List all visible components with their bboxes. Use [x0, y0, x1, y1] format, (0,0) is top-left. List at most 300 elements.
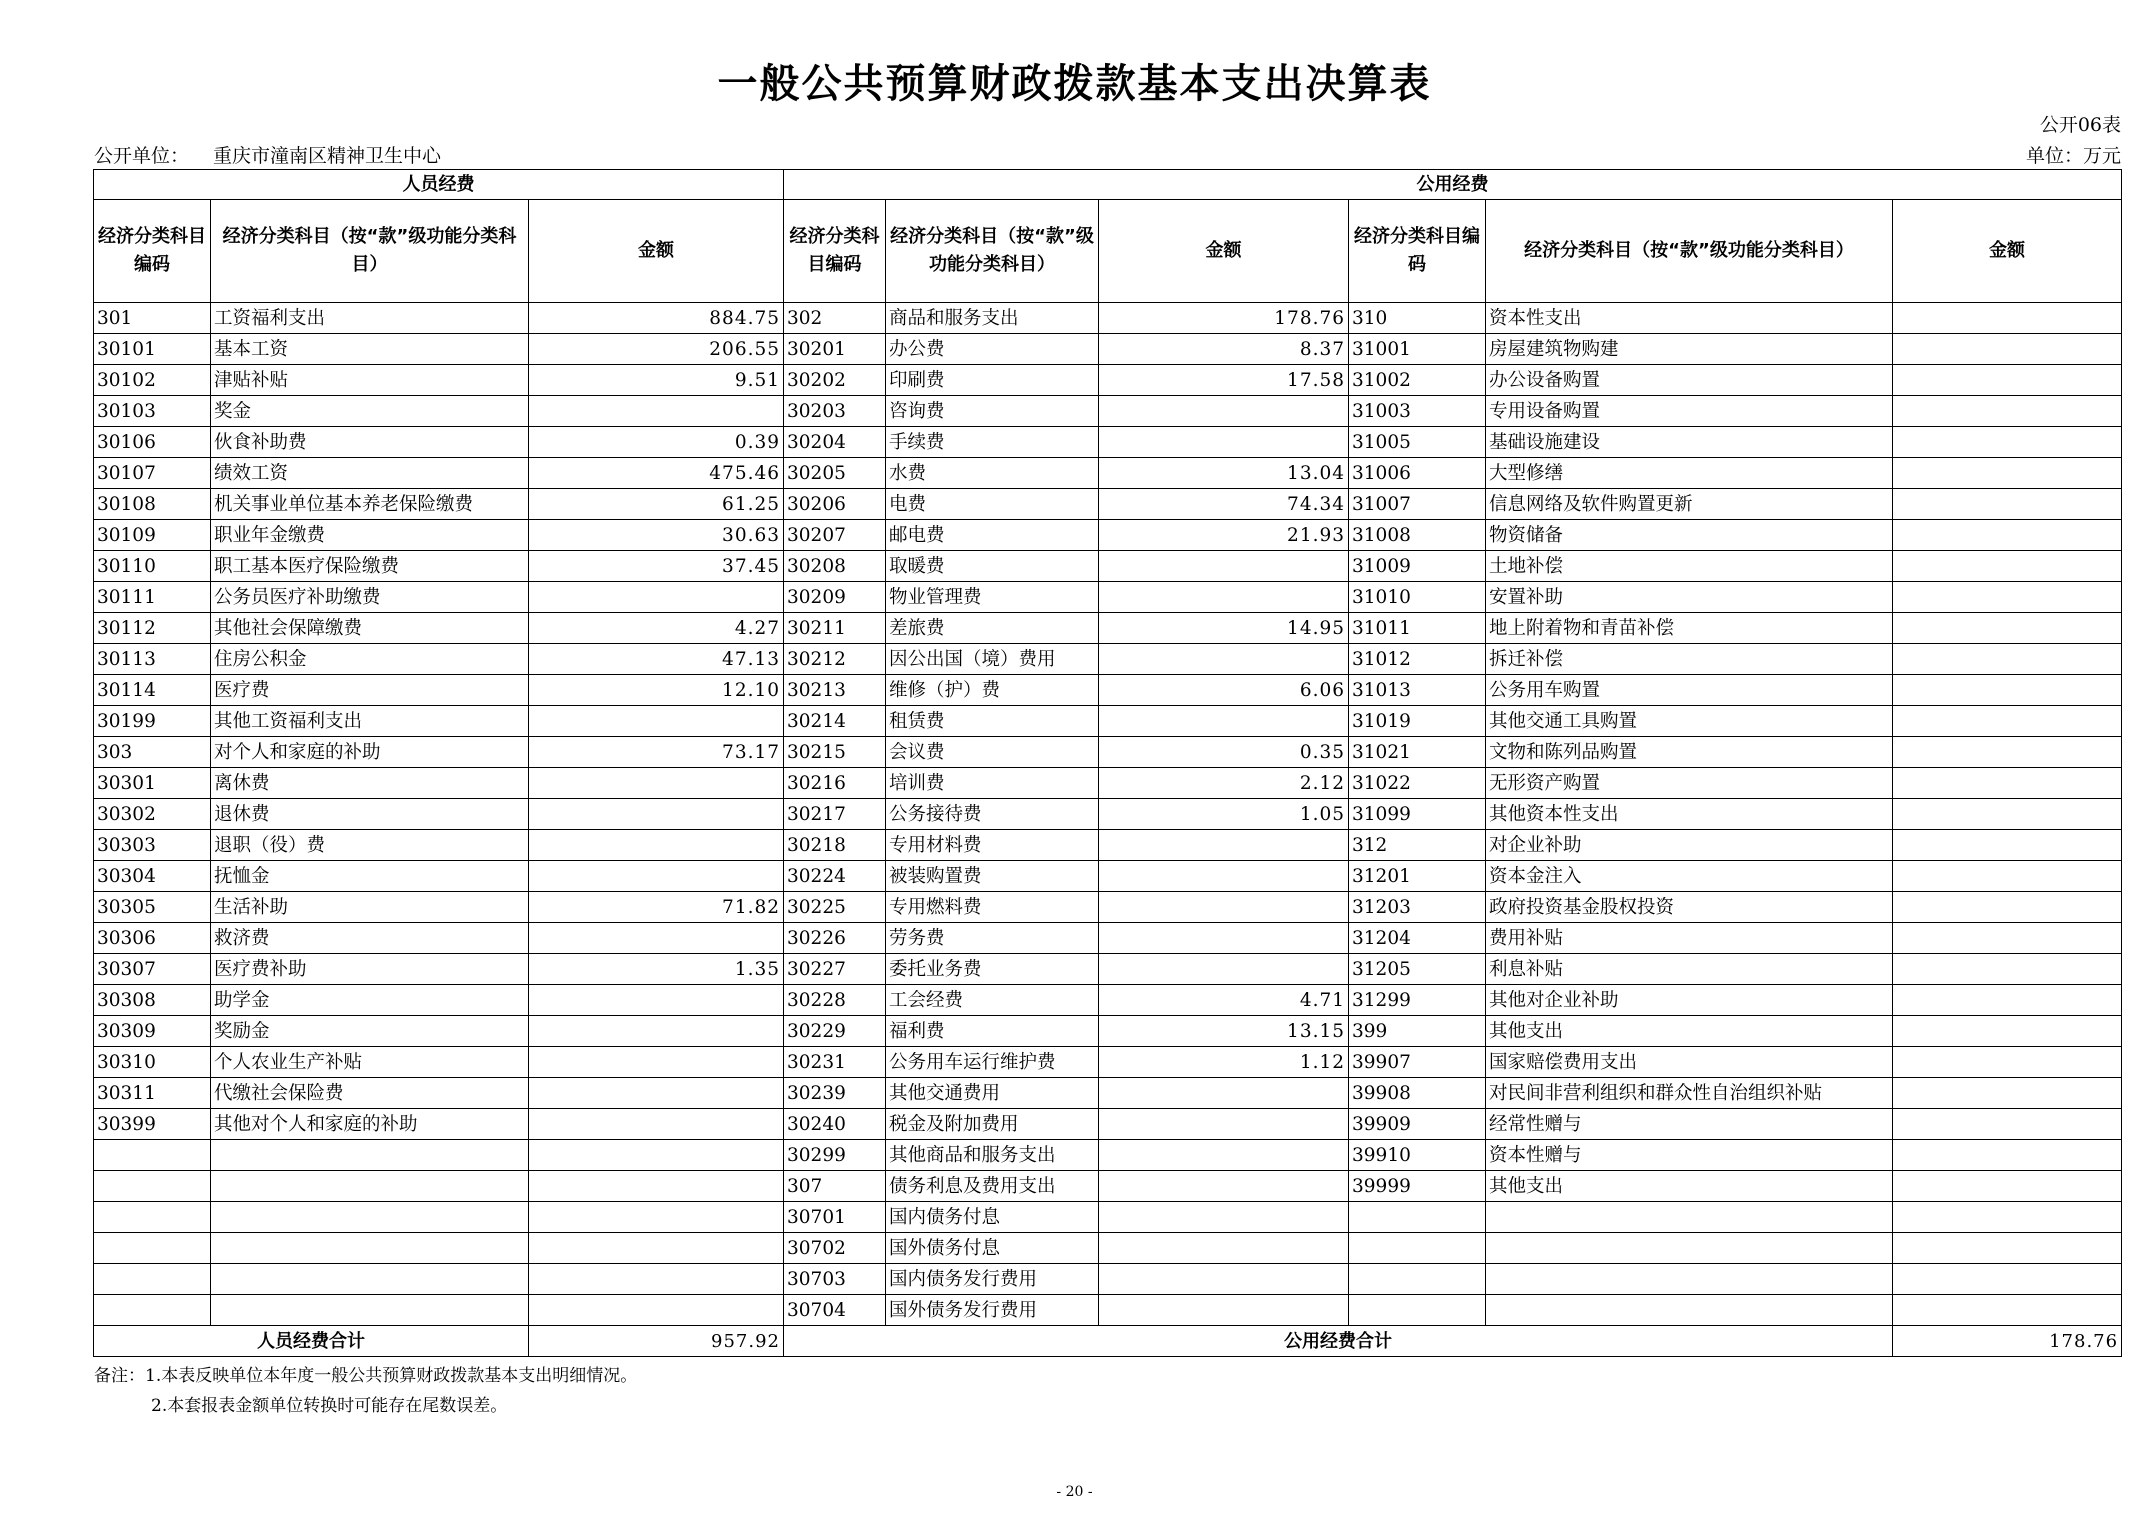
cell-amount-public-2: [1893, 1140, 2122, 1171]
cell-amount-public-2: [1893, 613, 2122, 644]
cell-name-public-1: 咨询费: [886, 396, 1099, 427]
cell-name-personnel: [211, 1140, 529, 1171]
form-number: 公开06表: [2039, 114, 2121, 136]
cell-amount-public-1: 13.15: [1099, 1016, 1349, 1047]
cell-name-public-2: 办公设备购置: [1486, 365, 1893, 396]
cell-amount-public-1: [1099, 427, 1349, 458]
cell-code-personnel: [94, 1202, 211, 1233]
cell-code-public-1: 30228: [784, 985, 886, 1016]
cell-code-public-2: 31011: [1349, 613, 1486, 644]
cell-name-public-2: 基础设施建设: [1486, 427, 1893, 458]
cell-code-public-2: 31008: [1349, 520, 1486, 551]
cell-name-public-2: 其他对企业补助: [1486, 985, 1893, 1016]
cell-amount-public-1: [1099, 551, 1349, 582]
cell-name-personnel: 生活补助: [211, 892, 529, 923]
cell-code-public-1: 30203: [784, 396, 886, 427]
cell-name-personnel: 医疗费: [211, 675, 529, 706]
cell-amount-public-2: [1893, 861, 2122, 892]
cell-code-personnel: 30103: [94, 396, 211, 427]
cell-amount-public-2: [1893, 954, 2122, 985]
note-1: 备注：1.本表反映单位本年度一般公共预算财政拨款基本支出明细情况。: [94, 1366, 638, 1386]
cell-code-public-2: [1349, 1233, 1486, 1264]
table-row: [94, 458, 2122, 489]
cell-name-personnel: [211, 1171, 529, 1202]
cell-name-personnel: 基本工资: [211, 334, 529, 365]
table-row: [94, 1171, 2122, 1202]
cell-amount-public-2: [1893, 799, 2122, 830]
cell-name-personnel: 离休费: [211, 768, 529, 799]
cell-code-public-2: 31203: [1349, 892, 1486, 923]
cell-code-public-1: 30202: [784, 365, 886, 396]
cell-code-public-1: 30224: [784, 861, 886, 892]
public-total-value: 178.76: [1893, 1326, 2122, 1357]
cell-amount-personnel: [529, 1078, 784, 1109]
cell-name-public-2: 对民间非营利组织和群众性自治组织补贴: [1486, 1078, 1893, 1109]
cell-name-personnel: 其他社会保障缴费: [211, 613, 529, 644]
cell-name-personnel: 机关事业单位基本养老保险缴费: [211, 489, 529, 520]
cell-code-public-2: 31009: [1349, 551, 1486, 582]
cell-amount-public-1: [1099, 954, 1349, 985]
cell-name-public-2: 资本性支出: [1486, 303, 1893, 334]
header-amount-public-2: 金额: [1893, 200, 2122, 303]
header-amount-public-1: 金额: [1099, 200, 1349, 303]
cell-code-public-2: 31010: [1349, 582, 1486, 613]
cell-amount-personnel: 37.45: [529, 551, 784, 582]
cell-code-public-2: 31013: [1349, 675, 1486, 706]
cell-amount-public-2: [1893, 768, 2122, 799]
cell-name-public-2: 文物和陈列品购置: [1486, 737, 1893, 768]
header-code-public-2: 经济分类科目编码: [1349, 200, 1486, 303]
cell-amount-personnel: 73.17: [529, 737, 784, 768]
cell-amount-public-2: [1893, 1264, 2122, 1295]
personnel-total-value: 957.92: [529, 1326, 784, 1357]
cell-name-personnel: 其他对个人和家庭的补助: [211, 1109, 529, 1140]
cell-code-personnel: 303: [94, 737, 211, 768]
cell-code-public-1: 30226: [784, 923, 886, 954]
cell-code-personnel: 30306: [94, 923, 211, 954]
cell-amount-personnel: [529, 985, 784, 1016]
cell-name-public-1: 福利费: [886, 1016, 1099, 1047]
cell-amount-public-2: [1893, 458, 2122, 489]
cell-code-public-1: 30703: [784, 1264, 886, 1295]
cell-name-public-1: 差旅费: [886, 613, 1099, 644]
table-row: [94, 1016, 2122, 1047]
cell-amount-personnel: 475.46: [529, 458, 784, 489]
cell-amount-public-2: [1893, 1016, 2122, 1047]
cell-amount-personnel: [529, 1109, 784, 1140]
cell-name-personnel: [211, 1202, 529, 1233]
cell-amount-personnel: [529, 396, 784, 427]
cell-amount-personnel: [529, 706, 784, 737]
table-row: [94, 706, 2122, 737]
cell-amount-personnel: [529, 1264, 784, 1295]
table-row: [94, 427, 2122, 458]
cell-code-public-1: 30702: [784, 1233, 886, 1264]
cell-name-personnel: 其他工资福利支出: [211, 706, 529, 737]
cell-name-public-1: 国外债务付息: [886, 1233, 1099, 1264]
cell-name-personnel: 代缴社会保险费: [211, 1078, 529, 1109]
cell-code-personnel: 30111: [94, 582, 211, 613]
cell-name-personnel: 住房公积金: [211, 644, 529, 675]
header-name-public-2: 经济分类科目（按“款”级功能分类科目）: [1486, 200, 1893, 303]
cell-amount-personnel: 30.63: [529, 520, 784, 551]
section-header-row: [94, 170, 2122, 200]
table-row: [94, 768, 2122, 799]
table-row: [94, 489, 2122, 520]
table-row: [94, 1264, 2122, 1295]
cell-amount-public-2: [1893, 365, 2122, 396]
cell-name-public-2: 物资储备: [1486, 520, 1893, 551]
cell-amount-public-2: [1893, 644, 2122, 675]
cell-name-personnel: 抚恤金: [211, 861, 529, 892]
cell-amount-public-2: [1893, 1047, 2122, 1078]
cell-name-public-2: 国家赔偿费用支出: [1486, 1047, 1893, 1078]
cell-amount-personnel: [529, 1295, 784, 1326]
cell-code-personnel: [94, 1264, 211, 1295]
cell-name-public-2: 其他支出: [1486, 1171, 1893, 1202]
cell-code-public-2: 31001: [1349, 334, 1486, 365]
cell-amount-public-1: [1099, 923, 1349, 954]
cell-amount-public-2: [1893, 582, 2122, 613]
cell-name-personnel: 对个人和家庭的补助: [211, 737, 529, 768]
cell-name-personnel: [211, 1233, 529, 1264]
cell-code-public-1: 30212: [784, 644, 886, 675]
cell-code-public-1: 30218: [784, 830, 886, 861]
table-row: [94, 985, 2122, 1016]
cell-name-public-2: 公务用车购置: [1486, 675, 1893, 706]
cell-code-public-2: 312: [1349, 830, 1486, 861]
cell-name-personnel: 退职（役）费: [211, 830, 529, 861]
cell-amount-personnel: 1.35: [529, 954, 784, 985]
cell-name-personnel: 奖金: [211, 396, 529, 427]
cell-amount-public-2: [1893, 303, 2122, 334]
cell-name-personnel: [211, 1264, 529, 1295]
cell-amount-public-2: [1893, 1171, 2122, 1202]
table-row: [94, 830, 2122, 861]
cell-code-personnel: [94, 1295, 211, 1326]
cell-name-public-1: 维修（护）费: [886, 675, 1099, 706]
cell-name-public-1: 专用燃料费: [886, 892, 1099, 923]
cell-code-public-2: 39909: [1349, 1109, 1486, 1140]
cell-amount-personnel: [529, 799, 784, 830]
cell-amount-public-2: [1893, 396, 2122, 427]
table-row: [94, 1109, 2122, 1140]
cell-amount-public-2: [1893, 1109, 2122, 1140]
table-row: [94, 1295, 2122, 1326]
cell-amount-public-1: [1099, 1264, 1349, 1295]
cell-code-public-2: 31022: [1349, 768, 1486, 799]
cell-name-public-2: 资本金注入: [1486, 861, 1893, 892]
cell-name-personnel: 奖励金: [211, 1016, 529, 1047]
cell-name-personnel: 津贴补贴: [211, 365, 529, 396]
cell-name-public-1: 公务接待费: [886, 799, 1099, 830]
cell-code-public-1: 30299: [784, 1140, 886, 1171]
cell-code-personnel: 30110: [94, 551, 211, 582]
cell-code-public-1: 30239: [784, 1078, 886, 1109]
cell-amount-public-1: [1099, 644, 1349, 675]
cell-name-public-2: 经常性赠与: [1486, 1109, 1893, 1140]
cell-name-public-1: 税金及附加费用: [886, 1109, 1099, 1140]
cell-name-public-1: 被装购置费: [886, 861, 1099, 892]
cell-name-personnel: 工资福利支出: [211, 303, 529, 334]
cell-code-public-2: 31007: [1349, 489, 1486, 520]
cell-name-personnel: 伙食补助费: [211, 427, 529, 458]
cell-code-public-1: 30201: [784, 334, 886, 365]
table-row: [94, 396, 2122, 427]
cell-code-public-2: 31205: [1349, 954, 1486, 985]
cell-code-public-1: 30217: [784, 799, 886, 830]
cell-code-public-2: 31002: [1349, 365, 1486, 396]
cell-code-public-1: 302: [784, 303, 886, 334]
cell-amount-personnel: [529, 1171, 784, 1202]
section-personnel: 人员经费: [94, 170, 784, 200]
cell-name-public-2: 安置补助: [1486, 582, 1893, 613]
cell-code-public-2: 31005: [1349, 427, 1486, 458]
table-row: [94, 923, 2122, 954]
cell-name-public-1: 邮电费: [886, 520, 1099, 551]
cell-code-personnel: 30113: [94, 644, 211, 675]
cell-name-personnel: 职工基本医疗保险缴费: [211, 551, 529, 582]
cell-amount-personnel: 12.10: [529, 675, 784, 706]
expenditure-table: [93, 169, 2122, 1357]
cell-code-public-2: 31099: [1349, 799, 1486, 830]
cell-name-public-1: 工会经费: [886, 985, 1099, 1016]
cell-amount-public-1: 74.34: [1099, 489, 1349, 520]
table-row: [94, 737, 2122, 768]
cell-amount-public-1: 14.95: [1099, 613, 1349, 644]
cell-name-public-2: 专用设备购置: [1486, 396, 1893, 427]
header-code-personnel: 经济分类科目编码: [94, 200, 211, 303]
cell-amount-public-1: [1099, 1109, 1349, 1140]
table-row: [94, 520, 2122, 551]
table-row: [94, 582, 2122, 613]
cell-amount-public-2: [1893, 892, 2122, 923]
cell-amount-public-2: [1893, 334, 2122, 365]
cell-amount-public-1: 8.37: [1099, 334, 1349, 365]
cell-amount-personnel: [529, 1202, 784, 1233]
page-title: 一般公共预算财政拨款基本支出决算表: [717, 61, 1432, 107]
cell-name-personnel: 退休费: [211, 799, 529, 830]
cell-amount-public-1: 21.93: [1099, 520, 1349, 551]
cell-code-personnel: 30304: [94, 861, 211, 892]
cell-amount-public-1: 1.05: [1099, 799, 1349, 830]
cell-amount-personnel: 61.25: [529, 489, 784, 520]
cell-name-public-2: 地上附着物和青苗补偿: [1486, 613, 1893, 644]
page-number: - 20 -: [1056, 1484, 1093, 1500]
cell-code-public-1: 30211: [784, 613, 886, 644]
table-row: [94, 644, 2122, 675]
cell-amount-personnel: [529, 768, 784, 799]
table-row: [94, 365, 2122, 396]
cell-code-public-2: [1349, 1202, 1486, 1233]
table-row: [94, 1140, 2122, 1171]
reporting-unit-name: 重庆市潼南区精神卫生中心: [213, 145, 442, 167]
cell-amount-public-1: [1099, 582, 1349, 613]
table-row: [94, 892, 2122, 923]
table-row: [94, 675, 2122, 706]
cell-amount-public-1: [1099, 1202, 1349, 1233]
cell-code-public-1: 30227: [784, 954, 886, 985]
cell-name-public-2: 土地补偿: [1486, 551, 1893, 582]
cell-amount-personnel: [529, 1016, 784, 1047]
cell-amount-public-1: 4.71: [1099, 985, 1349, 1016]
cell-code-public-1: 30704: [784, 1295, 886, 1326]
cell-name-public-1: 会议费: [886, 737, 1099, 768]
cell-name-public-1: 印刷费: [886, 365, 1099, 396]
table-row: [94, 1047, 2122, 1078]
cell-amount-public-2: [1893, 1078, 2122, 1109]
cell-name-public-1: 国内债务发行费用: [886, 1264, 1099, 1295]
cell-name-public-1: 劳务费: [886, 923, 1099, 954]
cell-name-public-2: 其他支出: [1486, 1016, 1893, 1047]
cell-amount-personnel: [529, 1047, 784, 1078]
column-header-row: [94, 200, 2122, 303]
cell-name-public-2: 利息补贴: [1486, 954, 1893, 985]
cell-amount-public-2: [1893, 1233, 2122, 1264]
cell-amount-public-2: [1893, 675, 2122, 706]
cell-name-public-2: 拆迁补偿: [1486, 644, 1893, 675]
cell-code-public-1: 30206: [784, 489, 886, 520]
cell-name-personnel: 救济费: [211, 923, 529, 954]
table-row: [94, 861, 2122, 892]
cell-amount-personnel: 4.27: [529, 613, 784, 644]
header-amount-personnel: 金额: [529, 200, 784, 303]
cell-amount-public-2: [1893, 427, 2122, 458]
cell-name-personnel: [211, 1295, 529, 1326]
cell-name-public-1: 公务用车运行维护费: [886, 1047, 1099, 1078]
cell-name-public-1: 水费: [886, 458, 1099, 489]
table-row: [94, 303, 2122, 334]
cell-amount-public-1: [1099, 1295, 1349, 1326]
table-row: [94, 1202, 2122, 1233]
cell-name-public-2: 资本性赠与: [1486, 1140, 1893, 1171]
cell-name-personnel: 公务员医疗补助缴费: [211, 582, 529, 613]
cell-name-public-2: 其他交通工具购置: [1486, 706, 1893, 737]
cell-code-personnel: 30305: [94, 892, 211, 923]
cell-name-personnel: 个人农业生产补贴: [211, 1047, 529, 1078]
cell-code-public-2: 31012: [1349, 644, 1486, 675]
reporting-unit-label: 公开单位：: [94, 145, 190, 167]
cell-amount-public-1: 6.06: [1099, 675, 1349, 706]
cell-code-public-2: 31021: [1349, 737, 1486, 768]
table-row: [94, 1078, 2122, 1109]
cell-amount-personnel: [529, 582, 784, 613]
cell-amount-personnel: [529, 830, 784, 861]
cell-amount-personnel: 71.82: [529, 892, 784, 923]
cell-code-personnel: 30309: [94, 1016, 211, 1047]
cell-name-public-2: 大型修缮: [1486, 458, 1893, 489]
cell-name-public-2: 信息网络及软件购置更新: [1486, 489, 1893, 520]
cell-code-personnel: 30303: [94, 830, 211, 861]
cell-name-public-1: 委托业务费: [886, 954, 1099, 985]
cell-amount-personnel: [529, 1233, 784, 1264]
cell-amount-public-1: [1099, 1171, 1349, 1202]
cell-name-public-1: 办公费: [886, 334, 1099, 365]
cell-amount-public-1: [1099, 861, 1349, 892]
cell-code-personnel: 30301: [94, 768, 211, 799]
cell-name-public-1: 商品和服务支出: [886, 303, 1099, 334]
table-row: [94, 799, 2122, 830]
cell-name-public-1: 手续费: [886, 427, 1099, 458]
cell-code-personnel: 30107: [94, 458, 211, 489]
cell-amount-public-1: 17.58: [1099, 365, 1349, 396]
cell-code-public-1: 30208: [784, 551, 886, 582]
cell-name-public-1: 租赁费: [886, 706, 1099, 737]
cell-amount-public-2: [1893, 520, 2122, 551]
cell-name-public-1: 专用材料费: [886, 830, 1099, 861]
cell-amount-personnel: 884.75: [529, 303, 784, 334]
cell-code-public-1: 307: [784, 1171, 886, 1202]
cell-code-public-2: 39908: [1349, 1078, 1486, 1109]
cell-amount-personnel: [529, 861, 784, 892]
cell-code-personnel: 30310: [94, 1047, 211, 1078]
cell-amount-public-2: [1893, 706, 2122, 737]
cell-amount-public-2: [1893, 1295, 2122, 1326]
cell-name-public-1: 因公出国（境）费用: [886, 644, 1099, 675]
cell-amount-public-2: [1893, 1202, 2122, 1233]
cell-amount-public-1: [1099, 830, 1349, 861]
cell-code-personnel: 30102: [94, 365, 211, 396]
cell-code-public-1: 30207: [784, 520, 886, 551]
personnel-total-label: 人员经费合计: [94, 1326, 529, 1357]
cell-name-public-2: 无形资产购置: [1486, 768, 1893, 799]
cell-code-public-2: 310: [1349, 303, 1486, 334]
cell-code-public-2: 39910: [1349, 1140, 1486, 1171]
cell-code-personnel: 30199: [94, 706, 211, 737]
cell-code-personnel: [94, 1140, 211, 1171]
cell-amount-public-2: [1893, 489, 2122, 520]
cell-code-personnel: 30308: [94, 985, 211, 1016]
cell-name-public-2: 对企业补助: [1486, 830, 1893, 861]
cell-code-public-1: 30216: [784, 768, 886, 799]
cell-amount-personnel: 47.13: [529, 644, 784, 675]
cell-code-public-1: 30229: [784, 1016, 886, 1047]
cell-code-personnel: 30311: [94, 1078, 211, 1109]
cell-amount-public-2: [1893, 830, 2122, 861]
cell-code-personnel: 30112: [94, 613, 211, 644]
cell-amount-public-1: [1099, 1233, 1349, 1264]
table-row: [94, 1233, 2122, 1264]
cell-name-public-1: 取暖费: [886, 551, 1099, 582]
cell-code-public-2: 31006: [1349, 458, 1486, 489]
cell-name-public-1: 其他商品和服务支出: [886, 1140, 1099, 1171]
cell-name-public-2: 房屋建筑物购建: [1486, 334, 1893, 365]
cell-code-public-1: 30701: [784, 1202, 886, 1233]
cell-code-public-1: 30204: [784, 427, 886, 458]
cell-code-public-1: 30240: [784, 1109, 886, 1140]
cell-code-public-2: 399: [1349, 1016, 1486, 1047]
cell-amount-personnel: 206.55: [529, 334, 784, 365]
cell-name-public-2: [1486, 1295, 1893, 1326]
note-2: 2.本套报表金额单位转换时可能存在尾数误差。: [151, 1396, 508, 1416]
cell-code-personnel: 30399: [94, 1109, 211, 1140]
cell-amount-public-1: [1099, 1078, 1349, 1109]
table-row: [94, 334, 2122, 365]
table-row: [94, 551, 2122, 582]
cell-code-personnel: 301: [94, 303, 211, 334]
cell-amount-public-1: [1099, 892, 1349, 923]
cell-code-public-2: [1349, 1295, 1486, 1326]
totals-row: [94, 1326, 2122, 1357]
reporting-unit: [94, 141, 441, 168]
cell-amount-public-1: 1.12: [1099, 1047, 1349, 1078]
cell-code-personnel: 30106: [94, 427, 211, 458]
cell-code-public-2: 39999: [1349, 1171, 1486, 1202]
cell-amount-public-2: [1893, 737, 2122, 768]
section-public: 公用经费: [784, 170, 2122, 200]
notes: [94, 1361, 637, 1421]
cell-amount-public-1: 13.04: [1099, 458, 1349, 489]
